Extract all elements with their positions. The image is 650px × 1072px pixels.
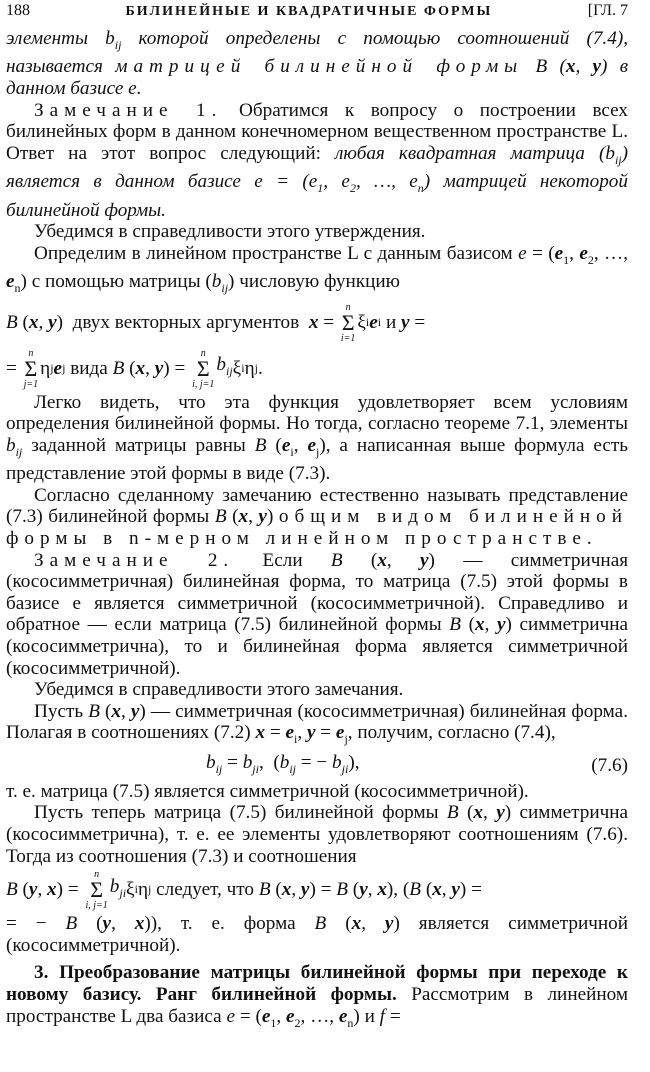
remark-2: Замечание 2. Если B (x, y) — симметричная (кососимметричная) билинейная форма, то матрица (7.5) этой формы в базисе e является симметричной (кососимметричной). Справедливо и обратное — если матрица (7.5) билинейной формы B (x, y) симметрична (кососимметрична), то и билинейная форма является симметричной (кососимметричной). — [6, 549, 629, 679]
paragraph-general-form: Согласно сделанному замечанию естественно называть представление (7.3) билинейной формы B (x, y) общим видом билинейной формы в n-мерном линейном пространстве. — [6, 484, 629, 550]
page-body — [6, 28, 628, 1034]
equation-7-6: $b_{ij} = b_{ji}$, ($b_{ij}$ = − $b_{ji}$), (7.6) — [206, 751, 628, 777]
paragraph-matrix-definition: элементы $b_{ij}$ которой определены с помощью соотношений (7.4), называется матрицей билинейной формы B (x, y) в данном базисе e. — [6, 28, 629, 100]
equation-number: (7.6) — [591, 755, 628, 777]
verify-remark: Убедимся в справедливости этого замечания. — [34, 679, 404, 701]
chapter-label: [ГЛ. 7 — [587, 2, 628, 19]
running-title: БИЛИНЕЙНЫЕ И КВАДРАТИЧНЫЕ ФОРМЫ — [125, 4, 493, 19]
running-header — [6, 0, 628, 28]
paragraph-form-symmetric: = − B (y, x)), т. е. форма B (x, y) является симметричной (кососимметричной). — [6, 913, 629, 956]
remark-1: Замечание 1. Обратимся к вопросу о построении всех билинейных форм в данном конечномерном вещественном пространстве L. Ответ на этот вопрос следующий: любая квадратная матрица $(b_{ij})$ является в данном базисе $e = (e_1$, $e_2$, …, $e_n$) матрицей некоторой билинейной формы. — [6, 99, 629, 221]
equation-line-3: B ( y , x ) = n Σ i, j=1 $b_{ji}$ ξ i η j следует, что B ( x , y ) = B ( y , x ), ( B ( x , y ) = — [6, 869, 482, 912]
equation-line-2: = n Σ j=1 η j e j вида B ( x , y ) = n Σ i, j=1 $b_{ij}$ ξ i η j . — [6, 347, 263, 390]
paragraph-easy-to-see: Легко видеть, что эта функция удовлетворяет всем условиям определения билинейной формы. Но тогда, согласно теореме 7.1, элементы $b_{ij}$ заданной матрицы равны B ($e_i$, $e_j$), а написанная выше формула есть представление этой формы в виде (7.3). — [6, 391, 629, 485]
equation-line-1: B ( x , y ) двух векторных аргументов x = n Σ i=1 ξ i e i и y = — [6, 301, 426, 344]
verify-statement: Убедимся в справедливости этого утверждения. — [34, 221, 426, 243]
define-function: Определим в линейном пространстве L с данным базисом $e = (e_1$, $e_2$, …, $e_n$) с помощью матрицы $(b_{ij})$ числовую функцию — [6, 242, 629, 296]
section-3: 3. Преобразование матрицы билинейной формы при переходе к новому базису. Ранг билинейной формы. Рассмотрим в линейном пространстве L два базиса $e = (e_1$, $e_2$, …, $e_n$) и f = — [6, 962, 629, 1030]
paragraph-let: Пусть B (x, y) — симметричная (кососимметричная) билинейная форма. Полагая в соотношениях (7.2) $x = e_i$, $y = e_j$, получим, согласно (7.4), — [6, 700, 628, 747]
paragraph-matrix-symmetric: т. е. матрица (7.5) является симметричной (кососимметричной). — [6, 780, 529, 802]
page-number: 188 — [6, 2, 30, 19]
section-3-title: 3. Преобразование матрицы билинейной формы при переходе к новому базису. Ранг билинейной формы. — [6, 962, 628, 1005]
paragraph-conversely: Пусть теперь матрица (7.5) билинейной формы B (x, y) симметрична (кососимметрична), т. е. ее элементы удовлетворяют соотношениям (7.6). Тогда из соотношения (7.3) и соотношения — [6, 802, 629, 867]
